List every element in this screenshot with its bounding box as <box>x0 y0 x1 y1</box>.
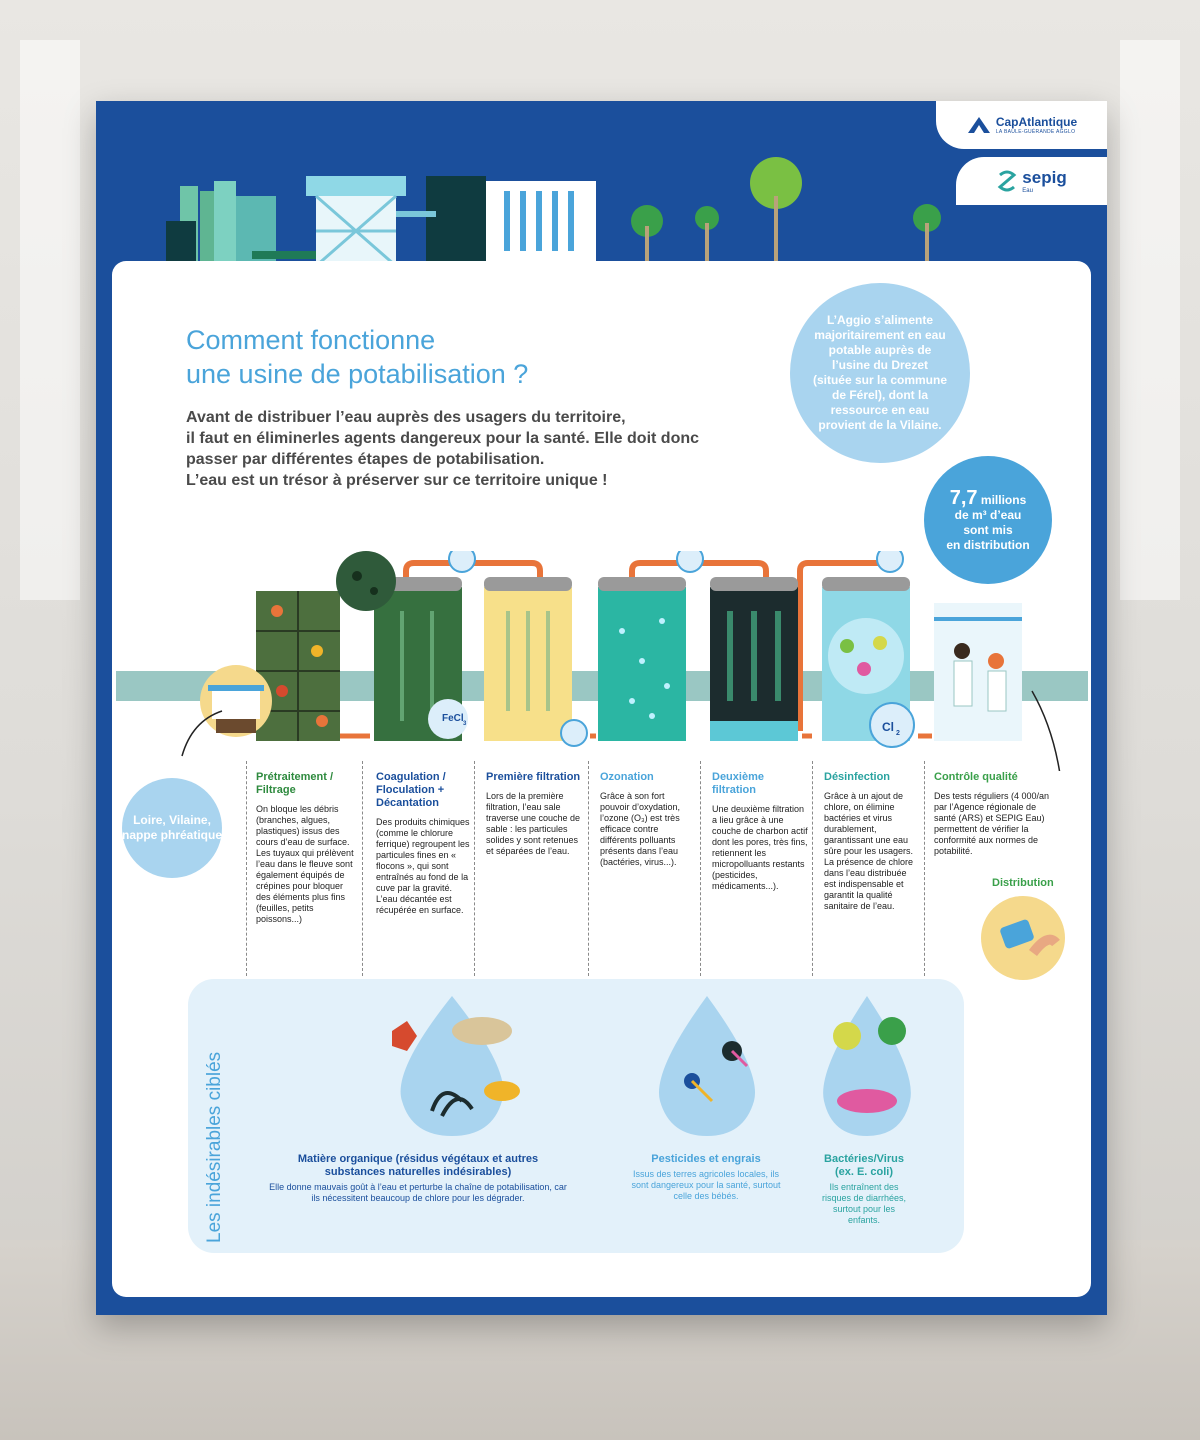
step-divider <box>588 761 589 976</box>
title-line: une usine de potabilisation ? <box>186 359 529 389</box>
cap-name: CapAtlantique <box>995 115 1078 129</box>
volume-line: en distribution <box>946 537 1030 552</box>
step-divider <box>362 761 363 976</box>
tank-first-filtration <box>449 551 587 746</box>
tank-pretreatment <box>256 591 340 741</box>
undesirable-title: Bactéries/Virus (ex. E. coli) <box>824 1153 904 1178</box>
tank-coagulation <box>336 551 468 741</box>
step-text: Des produits chimiques (comme le chlorure ferrique) regroupent les particules fines en « flocons », qui sont entraînés au fond de la cuve par la gravité. L’eau décantée est récupérée en surface. <box>376 817 470 915</box>
tank-ozonation <box>598 551 703 741</box>
sepig-name: sepig <box>1022 168 1067 187</box>
cl-subscript: 2 <box>896 730 900 737</box>
step-quality-control <box>934 771 1056 857</box>
volume-unit: millions <box>980 492 1027 507</box>
intro-line: L’eau est un trésor à préserver sur ce territoire unique ! <box>186 472 608 489</box>
window-light <box>20 40 80 600</box>
step-text: On bloque les débris (branches, algues, plastiques) issus des cours d’eau de surface. Les tuyaux qui prélèvent l’eau dans le fleuve sont également équipés de crépines pour bloquer des éléments plus fins (feuilles, petits poissons...) <box>256 804 354 924</box>
process-diagram <box>112 551 1091 771</box>
bacteria-drop-icon <box>812 991 922 1141</box>
volume-line: de m³ d’eau <box>954 507 1022 522</box>
undesirable-bacteria <box>816 1153 912 1226</box>
step-divider <box>924 761 925 976</box>
step-divider <box>474 761 475 976</box>
undesirable-text: Elle donne mauvais goût à l’eau et perturbe la chaîne de potabilisation, car ils nécessitent beaucoup de chlore pour les dégrader. <box>269 1182 567 1203</box>
step-title: Contrôle qualité <box>934 771 1018 783</box>
intro-line: Avant de distribuer l’eau auprès des usagers du territoire, <box>186 409 626 426</box>
organic-matter-drop-icon <box>362 991 542 1141</box>
volume-number: 7,7 <box>949 486 978 509</box>
step-divider <box>812 761 813 976</box>
capatlantique-logo <box>936 101 1107 149</box>
undesirable-organic <box>268 1153 568 1204</box>
step-disinfection <box>824 771 920 912</box>
drinking-glass-icon <box>978 893 1068 983</box>
tank-second-filtration <box>710 577 798 741</box>
undesirable-title: Matière organique (résidus végétaux et autres substances naturelles indésirables) <box>297 1153 539 1178</box>
cl-label: Cl <box>882 720 894 734</box>
undesirable-title: Pesticides et engrais <box>651 1153 761 1165</box>
aggio-bubble: L’Aggio s’alimente majoritairement en eau potable auprès de l’usine du Drezet (située sur la commune de Férel), dont la ressource en eau provient de la Vilaine. <box>790 283 970 463</box>
volume-line: sont mis <box>963 522 1013 537</box>
lab-quality <box>934 603 1022 741</box>
step-title: Prétraitement / Filtrage <box>256 771 334 796</box>
page-title <box>186 323 528 391</box>
step-text: Une deuxième filtration a lieu grâce à une couche de charbon actif dont les pores, très fins, retiennent les micropolluants restants (pesticides, médicaments...). <box>712 804 808 891</box>
pesticides-drop-icon <box>632 991 782 1141</box>
step-title: Deuxième filtration <box>712 771 764 796</box>
distribution-label: Distribution <box>992 877 1054 889</box>
undesirable-text: Ils entraînent des risques de diarrhées, surtout pour les enfants. <box>821 1182 907 1225</box>
step-title: Ozonation <box>600 771 654 783</box>
intro-line: il faut en éliminerles agents dangereux pour la santé. Elle doit donc <box>186 430 700 447</box>
step-pretreatment <box>256 771 356 925</box>
sepig-sub: Eau <box>1022 188 1033 194</box>
intro-line: passer par différentes étapes de potabilisation. <box>186 451 545 468</box>
undesirables-heading: Les indésirables ciblés <box>204 1051 225 1243</box>
sepig-logo <box>956 157 1107 205</box>
undesirable-text: Issus des terres agricoles locales, ils sont dangereux pour la santé, surtout celle des bébés. <box>631 1169 781 1201</box>
intro-text <box>186 407 746 491</box>
step-coagulation <box>376 771 472 916</box>
undesirable-pesticides <box>626 1153 786 1202</box>
title-line: Comment fonctionne <box>186 325 436 355</box>
step-title: Première filtration <box>486 771 581 783</box>
step-text: Des tests réguliers (4 000/an par l’Agence régionale de santé (ARS) et SEPIG Eau) permettent de vérifier la conformité aux normes de potabilité. <box>934 791 1050 856</box>
sepig-wave-icon <box>996 169 1018 193</box>
tank-disinfection <box>822 551 914 747</box>
step-title: Désinfection <box>824 771 891 783</box>
fecl-subscript: 3 <box>463 721 467 727</box>
cap-sub: LA BAULE-GUÉRANDE AGGLO <box>995 129 1076 135</box>
step-divider <box>700 761 701 976</box>
source-bubble: Loire, Vilaine, nappe phréatique <box>122 778 222 878</box>
trees <box>631 157 941 271</box>
content-card <box>112 261 1091 1297</box>
step-second-filtration <box>712 771 808 892</box>
fecl-label: FeCl <box>442 713 464 724</box>
window-light <box>1120 40 1180 600</box>
step-title: Coagulation / Floculation + Décantation <box>376 771 446 809</box>
step-first-filtration <box>486 771 584 857</box>
step-text: Grâce à un ajout de chlore, on élimine bactéries et virus durablement, garantissant une eau sûre pour les usagers. La présence de chlore dans l’eau distribuée est indispensable et garantit la qualité sanitaire de l’eau. <box>824 791 914 911</box>
capatlantique-mark-icon <box>966 115 992 135</box>
step-text: Lors de la première filtration, l’eau sale traverse une couche de sable : les particules solides y sont retenues et séparées de l’eau. <box>486 791 581 856</box>
poster <box>96 101 1107 1315</box>
intake-house <box>200 665 272 737</box>
step-ozonation <box>600 771 696 868</box>
step-divider <box>246 761 247 976</box>
step-text: Grâce à son fort pouvoir d’oxydation, l’ozone (O₃) est très efficace contre différents polluants présents dans l’eau (bactéries, virus...). <box>600 791 681 867</box>
water-plant-buildings <box>136 176 596 271</box>
